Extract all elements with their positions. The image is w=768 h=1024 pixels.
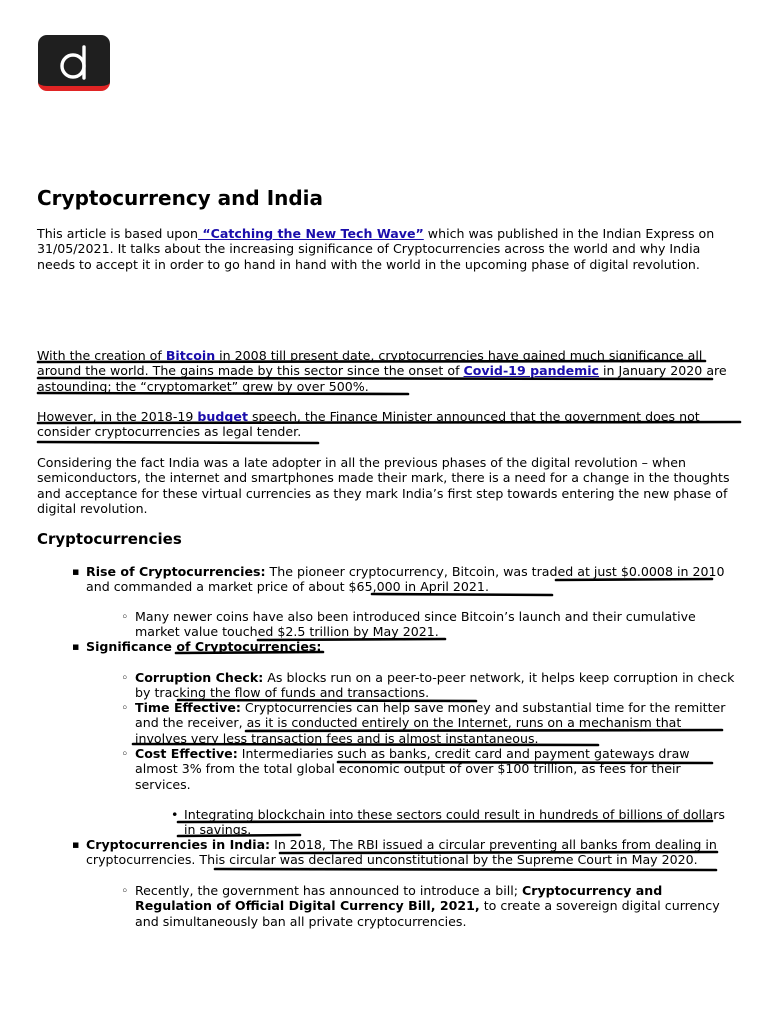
list-subitem-cost-effective: ◦ Cost Effective: Intermediaries such as banks, credit card and payment gateways draw almost 3% from the total global economic output of over $100 trillion, as fees for their services. <box>135 746 735 792</box>
list-subitem-blockchain-savings: • Integrating blockchain into these sectors could result in hundreds of billions of dollars in savings. <box>184 807 734 838</box>
budget-link[interactable]: budget <box>197 409 248 424</box>
list-subitem-bill: ◦ Recently, the government has announced to introduce a bill; Cryptocurrency and Regulation of Official Digital Currency Bill, 2021, to create a sovereign digital currency and simultaneously ban all private cryptocurrencies. <box>135 883 735 929</box>
intro-paragraph: This article is based upon “Catching the New Tech Wave” which was published in the Indian Express on 31/05/2021. It talks about the increasing significance of Cryptocurrencies across the world and why India needs to accept it in order to go hand in hand with the world in the upcoming phase of digital revolution. <box>37 226 715 272</box>
list-item-india: ▪ Cryptocurrencies in India: In 2018, The RBI issued a circular preventing all banks from dealing in cryptocurrencies. This circular was declared unconstitutional by the Supreme Court in May 2020. <box>86 837 746 868</box>
adoption-paragraph: Considering the fact India was a late adopter in all the previous phases of the digital revolution – when semiconductors, the internet and smartphones made their mark, there is a need for a change in the thoughts and acceptance for these virtual currencies as they mark India’s first step towards entering the new phase of digital revolution. <box>37 455 730 516</box>
list-subitem-corruption-check: ◦ Corruption Check: As blocks run on a peer-to-peer network, it helps keep corruption in check by tracking the flow of funds and transactions. <box>135 670 735 701</box>
source-article-link[interactable]: “Catching the New Tech Wave” <box>198 226 424 241</box>
list-subitem-time-effective: ◦ Time Effective: Cryptocurrencies can help save money and substantial time for the remitter and the receiver, as it is conducted entirely on the Internet, runs on a mechanism that involves very less transaction fees and is almost instantaneous. <box>135 700 735 746</box>
app-logo <box>38 35 110 91</box>
list-subitem-newer-coins: ◦ Many newer coins have also been introduced since Bitcoin’s launch and their cumulative market value touched $2.5 trillion by May 2021. <box>135 609 735 640</box>
list-item-rise: ▪ Rise of Cryptocurrencies: The pioneer cryptocurrency, Bitcoin, was traded at just $0.0008 in 2010 and commanded a market price of about $65,000 in April 2021. <box>86 564 746 595</box>
list-item-significance: ▪ Significance of Cryptocurrencies: <box>86 639 746 654</box>
budget-paragraph: However, in the 2018-19 budget speech, the Finance Minister announced that the government does not consider cryptocurrencies as legal tender. <box>37 409 700 440</box>
article-title: Cryptocurrency and India <box>37 186 324 210</box>
bitcoin-link[interactable]: Bitcoin <box>165 348 216 363</box>
bitcoin-paragraph: With the creation of Bitcoin in 2008 till present date, cryptocurrencies have gained much significance all around the world. The gains made by this sector since the onset of Covid-19 pandemic in January 2020 are astounding; the “cryptomarket” grew by over 500%. <box>37 348 727 394</box>
covid-link[interactable]: Covid-19 pandemic <box>463 363 600 379</box>
logo-letter-d-icon <box>38 35 110 86</box>
section-heading: Cryptocurrencies <box>37 530 182 548</box>
